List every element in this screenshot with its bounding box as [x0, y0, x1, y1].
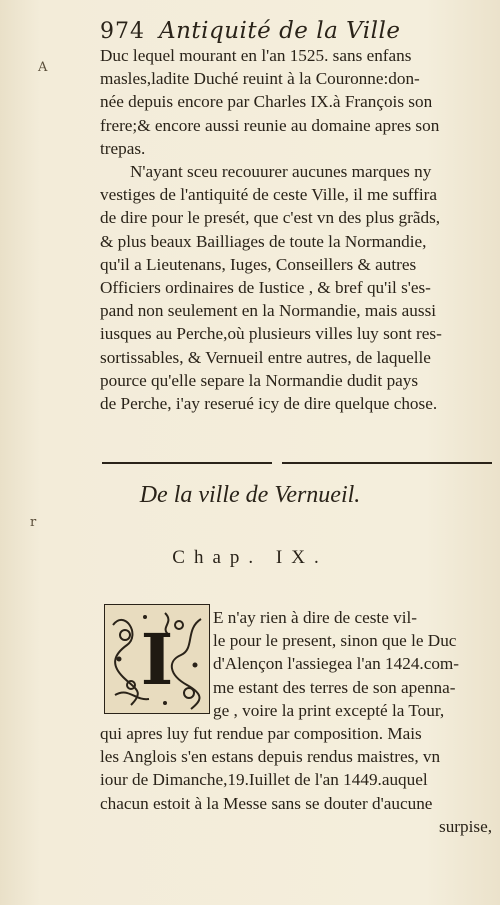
margin-mark: r — [30, 515, 37, 530]
text-line: frere;& encore aussi reunie au domaine apres son — [100, 115, 440, 135]
text-line: ge , voire la print excepté la Tour, — [213, 700, 445, 720]
running-title: Antiquité de la Ville — [159, 18, 401, 44]
text-line: pource qu'elle separe la Normandie dudit pays — [100, 370, 419, 390]
text-line: le pour le present, sinon que le Duc — [213, 631, 457, 651]
text-line: de Perche, i'ay reserué icy de dire quelque chose. — [100, 394, 438, 414]
text-line: iour de Dimanche,19.Iuillet de l'an 1449.auquel — [100, 770, 428, 790]
text-line: surpise, — [439, 816, 492, 836]
text-line: née depuis encore par Charles IX.à François son — [100, 92, 433, 112]
text-line: pand non seulement en la Normandie, mais aussi — [100, 301, 437, 321]
text-line: & plus beaux Bailliages de toute la Normandie, — [100, 231, 427, 251]
text-line: iusques au Perche,où plusieurs villes luy sont res- — [100, 324, 442, 344]
text-line: E n'ay rien à dire de ceste vil- — [213, 608, 418, 627]
text-line: N'ayant sceu recouurer aucunes marques ny — [130, 162, 432, 181]
page-number: 974 — [100, 19, 145, 44]
margin-mark: A — [38, 60, 48, 75]
ornamental-rule-right — [282, 462, 492, 464]
initial-letter: I — [140, 617, 174, 701]
text-line: trepas. — [100, 138, 146, 158]
ornamental-rule-left — [102, 462, 272, 464]
text-line: masles,ladite Duché reuint à la Couronne:don- — [100, 69, 420, 89]
decorated-initial — [104, 604, 210, 714]
text-line: d'Alençon l'assiegea l'an 1424.com- — [213, 654, 460, 674]
text-line: chacun estoit à la Messe sans se douter d'aucune — [100, 793, 433, 813]
text-line: qu'il a Lieutenans, Iuges, Conseillers & autres — [100, 254, 417, 274]
text-line: les Anglois s'en estans depuis rendus maistres, vn — [100, 747, 441, 767]
text-line: Duc lequel mourant en l'an 1525. sans enfans — [100, 46, 412, 65]
text-line: me estant des terres de son apenna- — [213, 677, 456, 697]
paragraph-3-beside-initial — [213, 606, 493, 722]
text-line: qui apres luy fut rendue par composition. Mais — [100, 724, 422, 743]
text-line: sortissables, & Vernueil entre autres, de laquelle — [100, 347, 431, 367]
text-line: vestiges de l'antiquité de ceste Ville, il me suffira — [100, 185, 437, 205]
chapter-title: De la ville de Vernueil. — [139, 482, 361, 508]
paragraph-3-continued — [100, 722, 492, 838]
text-line: de dire pour le presét, que c'est vn des plus grãds, — [100, 208, 441, 228]
paragraph-1 — [100, 44, 492, 160]
text-line: Officiers ordinaires de Iustice , & bref qu'il s'es- — [100, 278, 431, 298]
paragraph-2 — [100, 160, 492, 415]
chapter-number: Chap. IX. — [172, 547, 328, 568]
